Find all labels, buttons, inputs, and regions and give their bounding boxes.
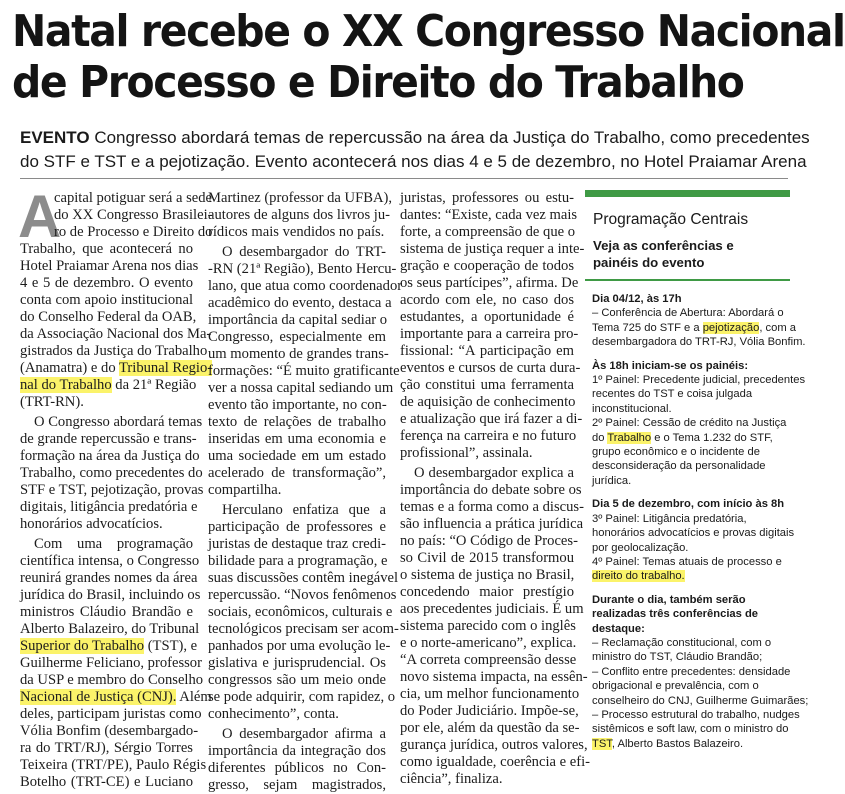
article-line: sistema parecido com o inglês — [400, 618, 576, 634]
article-line: novo sistema impacta, na essên- — [400, 669, 588, 685]
schedule-line: 1º Painel: Precedente judicial, precedentes — [592, 374, 806, 387]
article-line: gislativa e jurisprudencial. Os — [208, 655, 386, 671]
schedule-line: – Conflito entre precedentes: densidade — [592, 665, 791, 678]
article-line: se pode adquirir, com rapidez, o — [208, 689, 396, 705]
text-run: do — [592, 431, 608, 444]
article-line: acordo com ele, no caso dos — [400, 292, 574, 308]
article-line: ver a nossa capital sediando um — [208, 380, 394, 396]
article-line: da USP e membro do Conselho — [20, 672, 204, 688]
article-line: bilidade para a programação, e — [208, 553, 388, 569]
article-line: participação de professores e — [208, 519, 386, 535]
article-line: importante para a carreira pro- — [400, 326, 579, 342]
schedule-line: – Reclamação constitucional, com o — [592, 636, 772, 649]
article-line — [20, 689, 212, 706]
article-line: gração e cooperação de todos — [400, 258, 574, 274]
lede-line-2: do STF e TST e a pejotização. Evento acontecerá nos dias 4 e 5 de dezembro, no Hotel Praiamar Arena — [20, 152, 807, 171]
article-column-2 — [208, 190, 403, 794]
lede-divider — [20, 178, 788, 179]
article-line: acelerado de transformação”, — [208, 465, 386, 481]
schedule-line: jurídica. — [592, 474, 632, 487]
article-line: (TRT-RN). — [20, 394, 84, 410]
article-line: repercussão. “Novos fenômenos — [208, 587, 397, 603]
schedule-gap — [592, 488, 790, 497]
article-line: Martinez (professor da UFBA), — [208, 190, 392, 206]
lede-text-1: Congresso abordará temas de repercussão na área da Justiça do Trabalho, como precedentes — [89, 128, 810, 147]
article-line: panhados por uma evolução le- — [208, 638, 391, 654]
article-line — [20, 360, 213, 377]
article-line: juristas, professores ou estu- — [400, 190, 574, 206]
article-line: formações: “É muito gratificante — [208, 363, 400, 379]
article-line: Com uma programação — [34, 536, 193, 552]
headline-line-1: Natal recebe o XX Congresso Nacional — [12, 6, 845, 57]
lede — [20, 126, 810, 174]
article-line: Botelho (TRT-CE) e Luciano — [20, 774, 193, 790]
sidebar-title: Programação Centrais — [593, 211, 749, 228]
article-line: Trabalho, que acontecerá no — [20, 241, 193, 257]
schedule-line: ministro do TST, Cláudio Brandão; — [592, 651, 763, 664]
highlighted-text: TST — [592, 737, 612, 750]
schedule-line — [592, 737, 790, 751]
article-line: ministros Cláudio Brandão e — [20, 604, 193, 620]
schedule-line: desconsideração da personalidade — [592, 460, 766, 473]
article-line: gistrados da Justiça do Trabalho — [20, 343, 208, 359]
schedule-line — [592, 321, 796, 335]
schedule-sidebar — [585, 190, 809, 751]
article-line — [20, 377, 197, 394]
schedule-heading: Durante o dia, também serão — [592, 593, 746, 606]
schedule-line: grupo econômico e o incidente de — [592, 446, 760, 459]
article-line: Guilherme Feliciano, professor — [20, 655, 202, 671]
article-line: juristas de destaque traz credi- — [208, 536, 386, 552]
article-line: de aquisição de conhecimento — [400, 394, 576, 410]
article-line: ro de Processo e Direito do — [54, 224, 213, 240]
schedule-line: sistêmicos e soft law, com o ministro do — [592, 723, 789, 736]
sidebar-top-bar — [585, 190, 790, 197]
article-line: Herculano enfatiza que a — [222, 502, 386, 518]
schedule-gap — [592, 584, 790, 593]
article-line: gurança jurídica, outros valores, — [400, 737, 588, 753]
schedule-line: recentes do TST e coisa julgada — [592, 388, 753, 401]
article-line: congressos são um meio onde — [208, 672, 386, 688]
article-line: ferença na carreira e no futuro — [400, 428, 577, 444]
article-line: O Congresso abordará temas — [34, 414, 203, 430]
text-run: e o Tema 1.232 do STF, — [651, 431, 773, 444]
highlighted-text: Superior do Trabalho — [20, 638, 145, 654]
sidebar-divider — [585, 279, 790, 281]
article-line: STF e TST, pejotização, provas — [20, 482, 204, 498]
article-line: suas discussões contêm inegável — [208, 570, 399, 586]
article-line — [20, 638, 198, 655]
article-line: so Civil de 2015 transformou — [400, 550, 574, 566]
text-run: (TST), e — [144, 638, 198, 654]
highlighted-text: pejotização — [702, 321, 760, 334]
article-line: gresso, sejam magistrados, — [208, 777, 386, 793]
headline-line-2: de Processo e Direito do Trabalho — [12, 57, 744, 108]
article-line: eventos e cursos de curta dura- — [400, 360, 581, 376]
article-line: acadêmico do evento, destaca a — [208, 295, 392, 311]
article-line: o sistema de justiça no Brasil, — [400, 567, 575, 583]
schedule-line: obrigacional e prevalência, com o — [592, 680, 759, 693]
article-line: uma sociedade em um estado — [208, 448, 386, 464]
article-line: O desembargador afirma a — [222, 726, 386, 742]
article-line: da Associação Nacional dos Ma- — [20, 326, 212, 342]
article-line: tecnológicos precisam ser acom- — [208, 621, 399, 637]
article-line: do Conselho Federal da OAB, — [20, 309, 197, 325]
sidebar-subtitle — [585, 237, 790, 271]
schedule-line — [592, 431, 790, 445]
highlighted-text: Trabalho — [607, 431, 652, 444]
article-line: concedendo maior prestígio — [400, 584, 574, 600]
schedule-line: honorários advocatícios e provas digitais — [592, 527, 795, 540]
article-line: reunirá grandes nomes da área — [20, 570, 198, 586]
article-line: estudantes, a oportunidade é — [400, 309, 574, 325]
article-line: digitais, litigância predatória e — [20, 499, 198, 515]
article-line: temas e a forma como a discus- — [400, 499, 584, 515]
schedule-line: – Processo estrutural do trabalho, nudges — [592, 708, 800, 721]
article-line: importância da integração dos — [208, 743, 386, 759]
article-line: texto de relações de trabalho — [208, 414, 386, 430]
article-line: Alberto Balazeiro, do Tribunal — [20, 621, 200, 637]
sidebar-subtitle-line-1: Veja as conferências e — [593, 238, 734, 253]
schedule-heading: Às 18h iniciam-se os painéis: — [592, 359, 749, 372]
headline — [12, 6, 845, 108]
article-line: capital potiguar será a sede — [54, 190, 213, 206]
sidebar-schedule-list — [585, 292, 809, 751]
text-run: Tema 725 do STF e a — [592, 321, 703, 334]
article-line: inseridas em uma economia e — [208, 431, 386, 447]
text-run: Além — [176, 689, 212, 705]
article-line: e o norte-americano”, explica. — [400, 635, 577, 651]
article-line: do Poder Judiciário. Impõe-se, — [400, 703, 579, 719]
article-line: honorários advocatícios. — [20, 516, 163, 532]
article-line: compartilha. — [208, 482, 282, 498]
highlighted-text: Tribunal Regio- — [119, 360, 213, 376]
article-line: ra do TRT/RJ), Sérgio Torres — [20, 740, 193, 756]
article-line: “A correta compreensão desse — [400, 652, 577, 668]
article-line: científica intensa, o Congresso — [20, 553, 200, 569]
lede-kicker: EVENTO — [20, 128, 90, 147]
article-line: importância da capital sediar o — [208, 312, 388, 328]
schedule-line: inconstitucional. — [592, 402, 672, 415]
article-line: por ele, além da questão da se- — [400, 720, 580, 736]
article-line: um momento de grandes trans- — [208, 346, 389, 362]
schedule-heading: Dia 5 de dezembro, com início às 8h — [592, 498, 785, 511]
article-line: conhecimento”, conta. — [208, 706, 339, 722]
article-line: como igualdade, coerência e efi- — [400, 754, 591, 770]
schedule-line: desembargadora do TRT-RJ, Vólia Bonfim. — [592, 336, 806, 349]
article-line: sistema de justiça requer a inte- — [400, 241, 585, 257]
schedule-line: conselheiro do CNJ, Guilherme Guimarães; — [592, 694, 809, 707]
schedule-heading: destaque: — [592, 622, 645, 635]
schedule-heading: realizadas três conferências de — [592, 608, 759, 621]
article-line: 4 e 5 de dezembro. O evento — [20, 275, 193, 291]
article-line: importância do debate sobre os — [400, 482, 582, 498]
article-line: autores de alguns dos livros ju- — [208, 207, 390, 223]
article-line: aos precedentes judiciais. É um — [400, 601, 584, 617]
article-line: Vólia Bonfim (desembargado- — [20, 723, 199, 739]
article-line: fissional: “A participação em — [400, 343, 574, 359]
article-line: formação na área da Justiça do — [20, 448, 200, 464]
article-column-3 — [400, 190, 591, 788]
lede-line-1 — [20, 126, 810, 150]
text-run: , Alberto Bastos Balazeiro. — [611, 737, 744, 750]
article-line: ção constitui uma ferramenta — [400, 377, 574, 393]
article-line: diferentes públicos no Con- — [208, 760, 386, 776]
drop-cap: A — [18, 183, 62, 250]
article-line: sociais, econômicos, culturais e — [208, 604, 393, 620]
article-line: Congresso, especialmente em — [208, 329, 386, 345]
article-line: rídicos mais vendidos no país. — [208, 224, 385, 240]
article-line: Teixeira (TRT/PE), Paulo Régis — [20, 757, 207, 773]
text-run: (Anamatra) e do — [20, 360, 120, 376]
article-line: forte, a compreensão de que o — [400, 224, 576, 240]
article-line: de grande repercussão e trans- — [20, 431, 197, 447]
article-line: evento tão importante, no con- — [208, 397, 387, 413]
sidebar-subtitle-line-2: painéis do evento — [593, 255, 705, 270]
article-line: lano, que atua como coordenador — [208, 278, 403, 294]
article-line: O desembargador do TRT- — [222, 244, 386, 260]
article-line: Hotel Praiamar Arena nos dias — [20, 258, 199, 274]
text-run: da 21ª Região — [111, 377, 197, 393]
article-line: conta com apoio institucional — [20, 292, 193, 308]
article-line: do XX Congresso Brasilei- — [54, 207, 213, 223]
article-line: cia, um melhor funcionamento — [400, 686, 580, 702]
article-line: O desembargador explica a — [414, 465, 574, 481]
schedule-line: 2º Painel: Cessão de crédito na Justiça — [592, 417, 787, 430]
schedule-line: – Conferência de Abertura: Abordará o — [592, 307, 784, 320]
article-line: dantes: “Existe, cada vez mais — [400, 207, 578, 223]
article-line: jurídica do Brasil, incluindo os — [20, 587, 201, 603]
schedule-heading: Dia 04/12, às 17h — [592, 293, 682, 305]
article-line: ciência”, finaliza. — [400, 771, 503, 787]
article-line: e atualização que irá fazer a di- — [400, 411, 583, 427]
schedule-line: 3º Painel: Litigância predatória, — [592, 512, 747, 525]
schedule-line: 4º Painel: Temas atuais de processo e — [592, 555, 782, 568]
schedule-line: por geolocalização. — [592, 541, 689, 554]
article-line: são influencia a prática jurídica — [400, 516, 584, 532]
article-line: profissional”, assinala. — [400, 445, 533, 461]
highlighted-text: nal do Trabalho — [20, 377, 112, 393]
schedule-gap — [592, 350, 790, 359]
highlighted-text: direito do trabalho. — [592, 570, 685, 583]
article-line: -RN (21ª Região), Bento Hercu- — [208, 261, 397, 277]
text-run: , com a — [759, 321, 796, 334]
article-line: Trabalho, como precedentes do — [20, 465, 203, 481]
highlighted-text: Nacional de Justiça (CNJ). — [20, 689, 177, 705]
article-line: deles, participam juristas como — [20, 706, 202, 722]
article-line: os seus partícipes”, afirma. De — [400, 275, 579, 291]
article-line: no país: “O Código de Proces- — [400, 533, 578, 549]
schedule-line — [592, 569, 790, 583]
article-column-1 — [18, 183, 213, 791]
